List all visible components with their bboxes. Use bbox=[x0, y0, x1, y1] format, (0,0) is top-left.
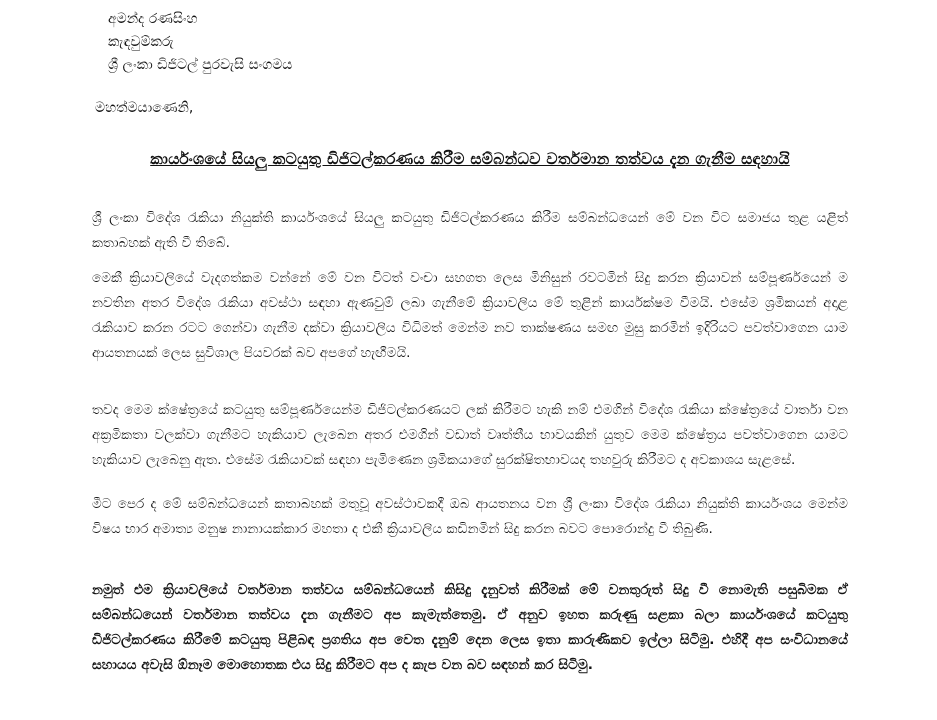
paragraph-1: ශ්‍රී ලංකා විදේශ රැකියා නියුක්ති කාර්යංශයේ සියලු කටයුතු ඩිජිටල්කරණය කිරීම සම්බන්ධයෙන් මේ වන විට සමාජය තුළ යළිත් කතාබහක් ඇති වී තිබේ. bbox=[92, 210, 848, 251]
paragraph-3: තවද මෙම ක්ෂේත්‍රයේ කටයුතු සම්පූර්ණයෙන්ම ඩිජිටල්කරණයට ලක් කිරීමට හැකි නම් එමගින් විදේශ රැකියා ක්ෂේත්‍රයේ වාර්තා වන අක්‍රමිකතා වලක්වා ගැනීමට හැකියාව ලැබෙන අතර එමගින් වඩාත් වෘත්තීය භාවයකින් යුතුව මෙම ක්ෂේත්‍රය පවත්වාගෙන යාමට හැකියාව ලැබෙනු ඇත. එසේම රැකියාවක් සඳහා පැමිණෙන ශ්‍රමිකයාගේ සුරක්ෂිතභාවයද තහවුරු කිරීමට ද අවකාශය සැළසේ. bbox=[92, 402, 848, 468]
sender-block bbox=[108, 8, 292, 77]
sender-name: අමන්ද රණසිංහ bbox=[108, 11, 198, 27]
paragraph-5: නමුත් එම ක්‍රියාවලියේ වර්තමාන තත්වය සම්බන්ධයෙන් කිසිදු දැනුවත් කිරීමක් මේ වනතුරුත් සිදු වී නොමැති පසුබිමක ඒ සම්බන්ධයෙන් වර්තමාන තත්වය දැන ගැනීමට අප කැමැත්තෙමු. ඒ අනුව ඉහත කරුණු සළකා බලා කාර්යංශයේ කටයුතු ඩිජිටල්කරණය කිරීමේ කටයුතු පිළිබඳ ප්‍රගතිය අප වෙත දැනුම් දෙන ලෙස ඉතා කාරුණිකව ඉල්ලා සිටිමු. එහිදී අප සංවිධානයේ සහායය අවැසි ඕනෑම මොහොතක එය සිදු කිරීමට අප ද කැප වන බව සඳහන් කර සිටිමු. bbox=[92, 582, 848, 673]
paragraph-2: මෙකී ක්‍රියාවලියේ වැදගත්කම වන්නේ මේ වන විටත් වංචා සහගත ලෙස මිනිසුන් රවටමින් සිදු කරන ක්‍රියාවන් සම්පූර්ණයෙන් ම නවතින අතර විදේශ රැකියා අවස්ථා සඳහා ඇණවුම් ලබා ගැනීමේ ක්‍රියාවලිය මේ තුළින් කාර්යක්ෂම වීමයි. එසේම ශ්‍රමිකයන් අදාළ රැකියාව කරන රටට ගෙන්වා ගැනීම දක්වා ක්‍රියාවලිය විධිමත් මෙන්ම නව තාක්ෂණය සමඟ මුසු කරමින් ඉදිරියට පවත්වාගෙන යාම ආයතනයක් ලෙස සුවිශාල පියවරක් බව අපගේ හැඟීමයි. bbox=[92, 270, 848, 361]
subject-heading: කාර්යංශයේ සියලු කටයුතු ඩිජිටල්කරණය කිරීම සම්බන්ධව වර්තමාන තත්වය දැන ගැනීම සඳහායි bbox=[150, 150, 790, 168]
paragraph-4: මීට පෙර ද මේ සම්බන්ධයෙන් කතාබහක් මතුවූ අවස්ථාවකදී ඔබ ආයතනය වන ශ්‍රී ලංකා විදේශ රැකියා නියුක්ති කාර්යංශය මෙන්ම විෂය භාර අමාත්‍ය මනුෂ නානායක්කාර මහතා ද එකී ක්‍රියාවලිය කඩිනමින් සිදු කරන බවට පොරොන්දු වී තිබුණි. bbox=[92, 496, 848, 537]
sender-organization: ශ්‍රී ලංකා ඩිජිටල් පුරවැසි සංගමය bbox=[108, 57, 293, 73]
salutation: මහත්මයාණෙනි, bbox=[95, 100, 194, 116]
sender-role: කැඳවුම්කරු bbox=[108, 34, 174, 50]
